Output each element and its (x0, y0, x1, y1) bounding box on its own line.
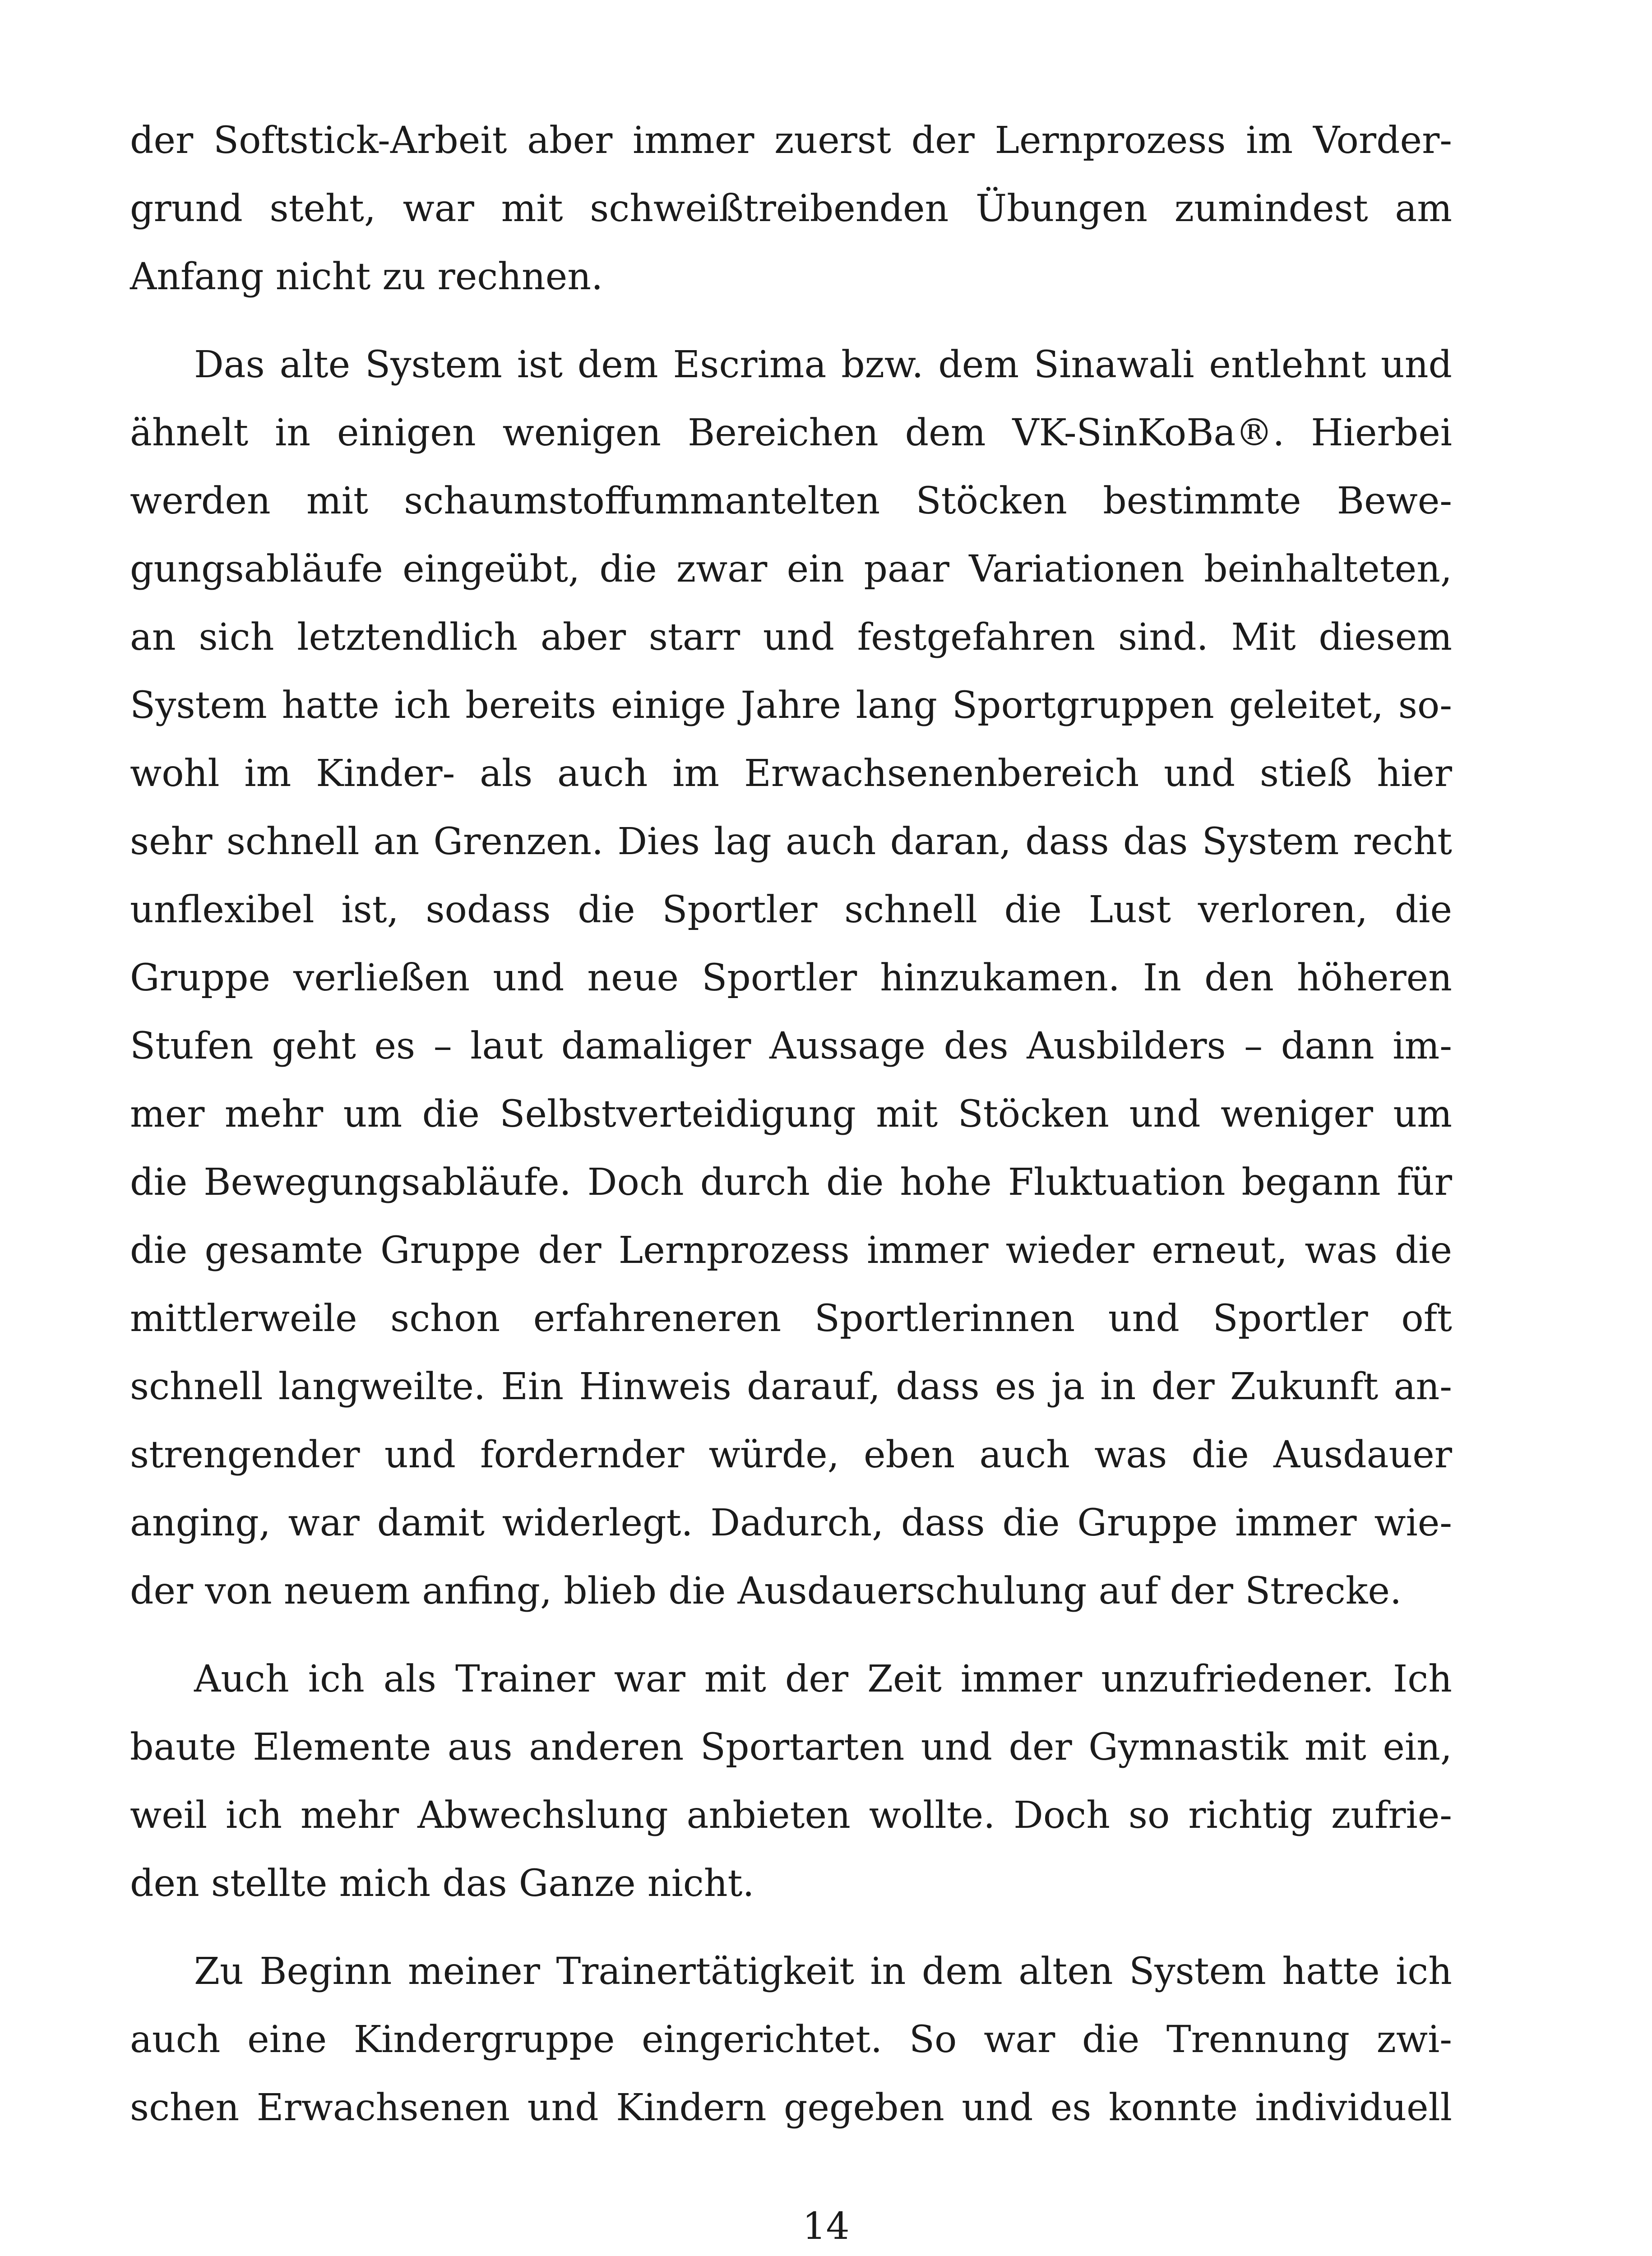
text-line: gungsabläufe eingeübt, die zwar ein paar Variationen beinhalteten, (130, 548, 1452, 591)
text-line: ähnelt in einigen wenigen Bereichen dem VK-SinKoBa®. Hierbei (130, 411, 1452, 454)
text-line: Zu Beginn meiner Trainertätigkeit in dem alten System hatte ich (194, 1950, 1452, 1993)
text-line: an sich letztendlich aber starr und festgefahren sind. Mit diesem (130, 616, 1452, 659)
text-line: sehr schnell an Grenzen. Dies lag auch daran, dass das System recht (130, 820, 1452, 863)
body-text (130, 106, 1452, 2162)
text-line: schnell langweilte. Ein Hinweis darauf, dass es ja in der Zukunft an- (130, 1365, 1452, 1408)
paragraph-2 (130, 331, 1452, 1625)
text-line: die Bewegungsabläufe. Doch durch die hohe Fluktuation begann für (130, 1161, 1452, 1204)
text-line: Gruppe verließen und neue Sportler hinzukamen. In den höheren (130, 957, 1452, 999)
text-line: unflexibel ist, sodass die Sportler schnell die Lust verloren, die (130, 888, 1452, 931)
text-line: grund steht, war mit schweißtreibenden Übungen zumindest am (130, 187, 1452, 230)
paragraph-4 (130, 1937, 1452, 2142)
text-line: anging, war damit widerlegt. Dadurch, dass die Gruppe immer wie- (130, 1502, 1452, 1544)
text-line: System hatte ich bereits einige Jahre lang Sportgruppen geleitet, so- (130, 684, 1452, 727)
text-line: schen Erwachsenen und Kindern gegeben und es konnte individuell (130, 2086, 1452, 2129)
text-line: die gesamte Gruppe der Lernprozess immer wieder erneut, was die (130, 1229, 1452, 1272)
text-line: Das alte System ist dem Escrima bzw. dem Sinawali entlehnt und (194, 343, 1452, 386)
text-line: auch eine Kindergruppe eingerichtet. So war die Trennung zwi- (130, 2018, 1452, 2061)
text-line: der Softstick-Arbeit aber immer zuerst der Lernprozess im Vorder- (130, 119, 1452, 162)
text-line: Auch ich als Trainer war mit der Zeit immer unzufriedener. Ich (194, 1658, 1452, 1701)
text-line: mittlerweile schon erfahreneren Sportlerinnen und Sportler oft (130, 1297, 1452, 1340)
text-line: Stufen geht es – laut damaliger Aussage des Ausbilders – dann im- (130, 1025, 1452, 1068)
text-line: werden mit schaumstoffummantelten Stöcken bestimmte Bewe- (130, 480, 1452, 522)
text-line: Anfang nicht zu rechnen. (130, 255, 603, 298)
text-line: mer mehr um die Selbstverteidigung mit Stöcken und weniger um (130, 1093, 1452, 1136)
paragraph-3 (130, 1645, 1452, 1918)
text-line: wohl im Kinder- als auch im Erwachsenenbereich und stieß hier (130, 752, 1452, 795)
paragraph-1 (130, 106, 1452, 311)
text-line: den stellte mich das Ganze nicht. (130, 1862, 754, 1905)
page-number: 14 (802, 2205, 850, 2248)
text-line: der von neuem anfing, blieb die Ausdauerschulung auf der Strecke. (130, 1570, 1402, 1613)
text-line: baute Elemente aus anderen Sportarten und der Gymnastik mit ein, (130, 1726, 1452, 1769)
text-line: strengender und fordernder würde, eben auch was die Ausdauer (130, 1433, 1452, 1476)
text-line: weil ich mehr Abwechslung anbieten wollte. Doch so richtig zufrie- (130, 1794, 1452, 1837)
